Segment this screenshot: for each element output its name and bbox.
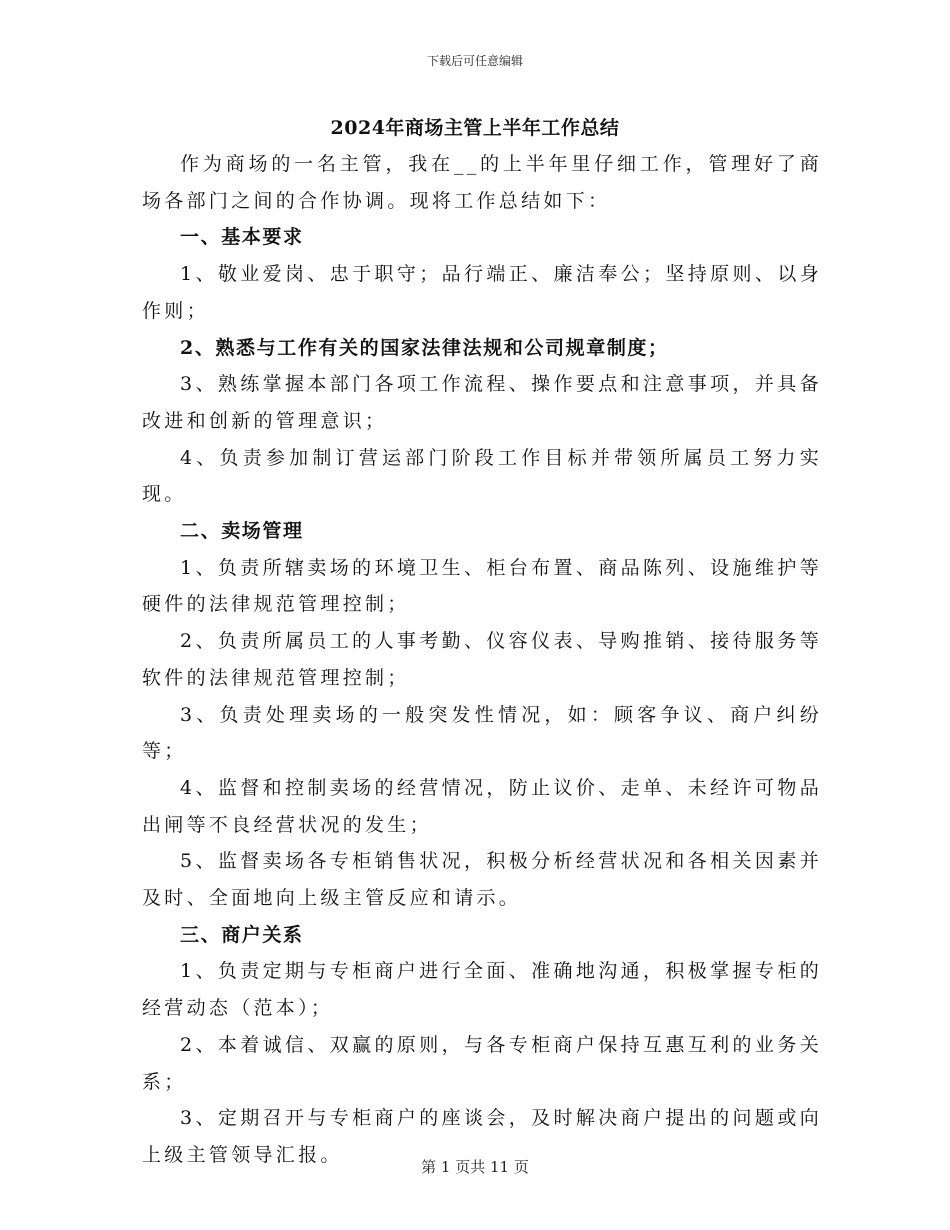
list-item: 1、负责定期与专柜商户进行全面、准确地沟通，积极掌握专柜的经营动态（范本）；: [142, 960, 822, 1020]
list-item: 1、敬业爱岗、忠于职守；品行端正、廉洁奉公；坚持原则、以身作则；: [142, 263, 822, 322]
page-footer: 第 1 页共 11 页: [421, 1158, 529, 1176]
section-heading-floor-management: 二、卖场管理: [180, 520, 304, 543]
list-item-bold: 2、熟悉与工作有关的国家法律法规和公司规章制度；: [180, 336, 669, 359]
list-item: 3、负责处理卖场的一般突发性情况，如：顾客争议、商户纠纷等；: [142, 703, 822, 763]
list-item: 4、监督和控制卖场的经营情况，防止议价、走单、未经许可物品出闸等不良经营状况的发生；: [142, 776, 822, 836]
page-header: 下载后可任意编辑: [426, 54, 523, 68]
list-item: 3、定期召开与专柜商户的座谈会，及时解决商户提出的问题或向上级主管领导汇报。: [142, 1107, 822, 1166]
list-item: 5、监督卖场各专柜销售状况，积极分析经营状况和各相关因素并及时、全面地向上级主管反应和请示。: [142, 850, 822, 910]
section-heading-merchant-relations: 三、商户关系: [180, 923, 304, 946]
list-item: 2、负责所属员工的人事考勤、仪容仪表、导购推销、接待服务等软件的法律规范管理控制；: [142, 630, 822, 689]
document-body: [142, 146, 822, 1174]
list-item: 4、负责参加制订营运部门阶段工作目标并带领所属员工努力实现。: [142, 446, 822, 506]
intro-paragraph: 作为商场的一名主管，我在__的上半年里仔细工作，管理好了商场各部门之间的合作协调。现将工作总结如下：: [142, 153, 822, 212]
list-item: 1、负责所辖卖场的环境卫生、柜台布置、商品陈列、设施维护等硬件的法律规范管理控制；: [142, 556, 822, 616]
section-heading-basic-requirements: 一、基本要求: [180, 226, 304, 249]
document-title: 2024年商场主管上半年工作总结: [330, 117, 620, 139]
list-item: 3、熟练掌握本部门各项工作流程、操作要点和注意事项，并具备改进和创新的管理意识；: [142, 373, 822, 432]
list-item: 2、本着诚信、双赢的原则，与各专柜商户保持互惠互利的业务关系；: [142, 1033, 822, 1093]
